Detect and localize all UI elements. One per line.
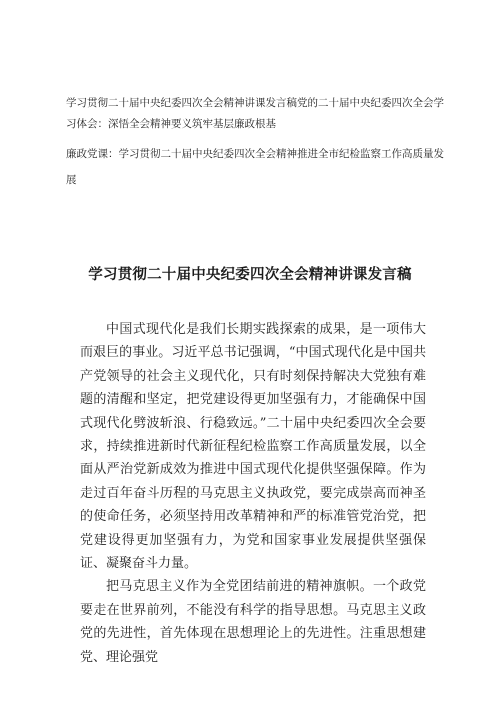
toc-item[interactable]: 廉政党课：学习贯彻二十届中央纪委四次全会精神推进全市纪检监察工作高质量发展	[66, 148, 444, 186]
body-paragraph: 把马克思主义作为全党团结前进的精神旗帜。一个政党要走在世界前列，不能没有科学的指导思想。马克思主义政党的先进性，首先体现在思想理论上的先进性。注重思想建党、理论强党	[80, 579, 426, 665]
toc-item[interactable]: 学习贯彻二十届中央纪委四次全会精神讲课发言稿党的二十届中央纪委四次全会学习体会：深悟全会精神要义筑牢基层廉政根基	[66, 97, 444, 130]
body-paragraph: 中国式现代化是我们长期实践探索的成果，是一项伟大而艰巨的事业。习近平总书记强调，“中国式现代化是中国共产党领导的社会主义现代化，只有时刻保持解决大党独有难题的清醒和坚定，把党建设得更加坚强有力，才能确保中国式现代化劈波斩浪、行稳致远。”二十届中央纪委四次全会要求，持续推进新时代新征程纪检监察工作高质量发展，以全面从严治党新成效为推进中国式现代化提供坚强保障。作为走过百年奋斗历程的马克思主义执政党，要完成崇高而神圣的使命任务，必须坚持用改革精神和严的标准管党治党，把党建设得更加坚强有力，为党和国家事业发展提供坚强保证、凝聚奋斗力量。	[80, 322, 426, 572]
document-body	[80, 318, 426, 669]
toc-list	[66, 93, 446, 193]
document-title: 学习贯彻二十届中央纪委四次全会精神讲课发言稿	[88, 267, 412, 283]
